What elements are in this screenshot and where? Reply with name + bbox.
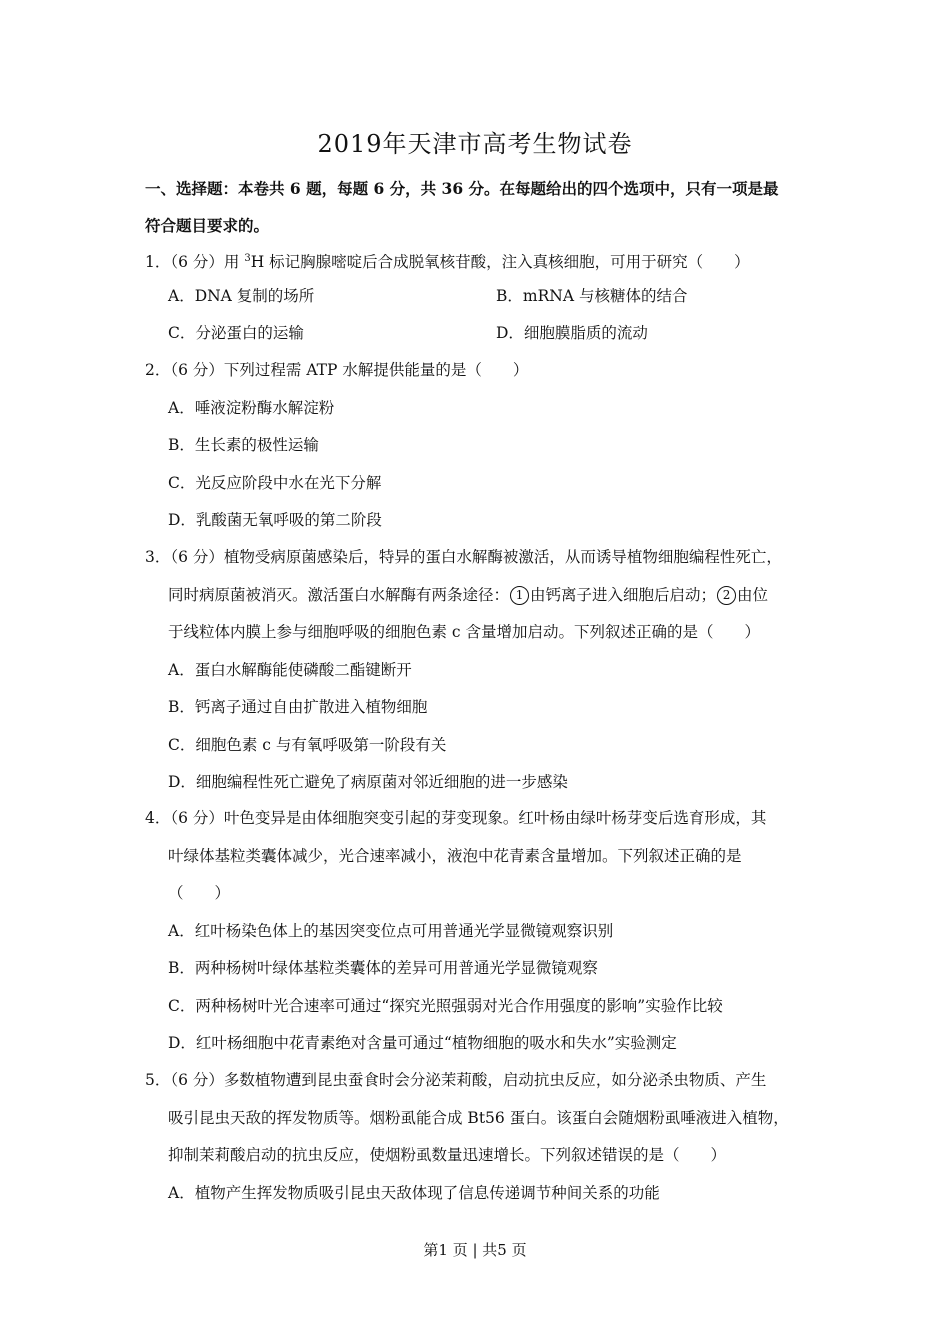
option-a: A．红叶杨染色体上的基因突变位点可用普通光学显微镜观察识别 xyxy=(168,921,614,940)
question-3-stem-line-3: 于线粒体内膜上参与细胞呼吸的细胞色素 c 含量增加启动。下列叙述正确的是（ ） xyxy=(168,623,761,641)
option-d: D．细胞膜脂质的流动 xyxy=(496,324,648,342)
question-3-stem-line-1: 3．（6 分）植物受病原菌感染后，特异的蛋白水解酶被激活，从而诱导植物细胞编程性死亡， xyxy=(145,548,782,566)
question-2-stem: 2．（6 分）下列过程需 ATP 水解提供能量的是（ ） xyxy=(145,361,529,379)
question-4-stem-line-1: 4．（6 分）叶色变异是由体细胞突变引起的芽变现象。红叶杨由绿叶杨芽变后选育形成，其 xyxy=(145,809,767,827)
question-1-prefix: 1．（6 分）用 xyxy=(145,253,245,271)
option-c: C．细胞色素 c 与有氧呼吸第一阶段有关 xyxy=(168,735,447,754)
section-heading-line-2: 符合题目要求的。 xyxy=(145,216,270,235)
option-c: C．两种杨树叶光合速率可通过“探究光照强弱对光合作用强度的影响”实验作比较 xyxy=(168,996,723,1015)
option-c: C．分泌蛋白的运输 xyxy=(168,324,304,342)
question-5-stem-line-3: 抑制茉莉酸启动的抗虫反应，使烟粉虱数量迅速增长。下列叙述错误的是（ ） xyxy=(168,1146,727,1164)
option-d: D．细胞编程性死亡避免了病原菌对邻近细胞的进一步感染 xyxy=(168,773,568,791)
question-4-stem-line-2: 叶绿体基粒类囊体减少，光合速率减小，液泡中花青素含量增加。下列叙述正确的是 xyxy=(168,846,742,865)
section-heading xyxy=(145,170,810,244)
isotope-superscript: 3 xyxy=(244,253,251,264)
option-a: A．植物产生挥发物质吸引昆虫天敌体现了信息传递调节种间关系的功能 xyxy=(168,1183,660,1202)
option-a: A．DNA 复制的场所 xyxy=(168,286,315,305)
circled-number-1: 1 xyxy=(510,586,529,605)
question-1-rest: H 标记胸腺嘧啶后合成脱氧核苷酸，注入真核细胞，可用于研究（ ） xyxy=(250,253,750,271)
question-5-stem-line-1: 5．（6 分）多数植物遭到昆虫蚕食时会分泌茉莉酸，启动抗虫反应，如分泌杀虫物质、产生 xyxy=(145,1071,767,1089)
question-4-stem-line-3: （ ） xyxy=(168,884,231,902)
circled-number-2: 2 xyxy=(717,586,736,605)
option-d: D．乳酸菌无氧呼吸的第二阶段 xyxy=(168,511,382,529)
option-a: A．蛋白水解酶能使磷酸二酯键断开 xyxy=(168,660,412,679)
question-3-text-c: 由位 xyxy=(737,585,769,604)
question-1 xyxy=(145,240,815,353)
question-3-text-b: 由钙离子进入细胞后启动； xyxy=(530,585,717,604)
option-d: D．红叶杨细胞中花青素绝对含量可通过“植物细胞的吸水和失水”实验测定 xyxy=(168,1034,677,1052)
option-b: B．mRNA 与核糖体的结合 xyxy=(496,286,688,305)
question-1-options-row-2 xyxy=(145,315,815,353)
option-b: B．两种杨树叶绿体基粒类囊体的差异可用普通光学显微镜观察 xyxy=(168,959,598,977)
option-b: B．生长素的极性运输 xyxy=(168,436,319,454)
question-1-options-row-1 xyxy=(145,278,815,316)
page-title: 2019年天津市高考生物试卷 xyxy=(317,130,633,158)
question-3-stem-line-2 xyxy=(145,577,815,615)
question-3-text-a: 同时病原菌被消灭。激活蛋白水解酶有两条途径： xyxy=(168,585,510,604)
question-4 xyxy=(145,800,815,1063)
page-footer: 第1 页 | 共5 页 xyxy=(423,1241,527,1259)
question-1-stem xyxy=(145,240,815,278)
option-a: A．唾液淀粉酶水解淀粉 xyxy=(168,398,335,417)
section-heading-line-1: 一、选择题：本卷共 6 题，每题 6 分，共 36 分。在每题给出的四个选项中，只有一项是最 xyxy=(145,179,779,198)
question-3 xyxy=(145,539,815,802)
question-2 xyxy=(145,352,815,540)
option-b: B．钙离子通过自由扩散进入植物细胞 xyxy=(168,698,428,716)
option-c: C．光反应阶段中水在光下分解 xyxy=(168,473,382,492)
question-5-stem-line-2: 吸引昆虫天敌的挥发物质等。烟粉虱能合成 Bt56 蛋白。该蛋白会随烟粉虱唾液进入植物， xyxy=(168,1108,789,1127)
question-5 xyxy=(145,1062,815,1212)
